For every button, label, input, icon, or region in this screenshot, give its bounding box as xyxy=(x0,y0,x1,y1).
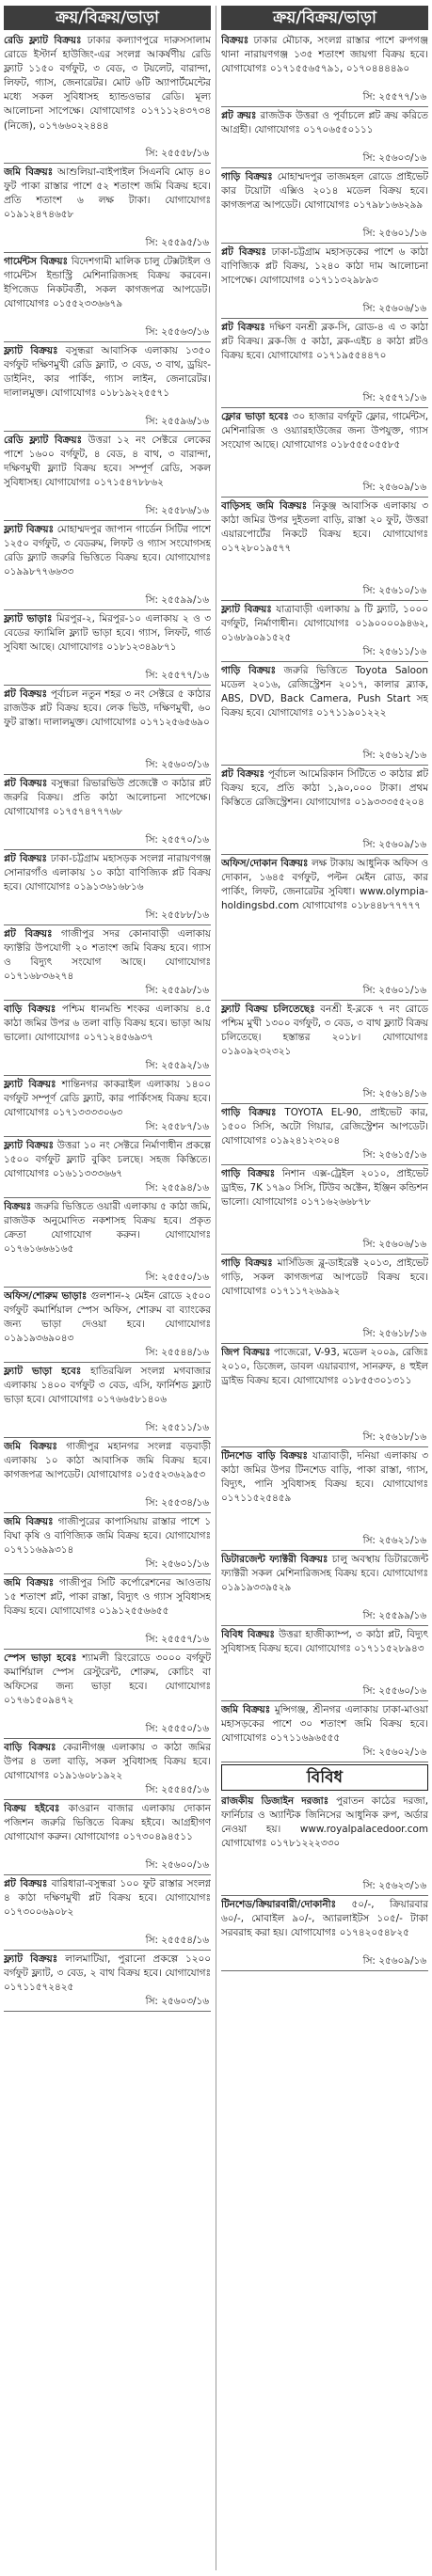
classified-ad xyxy=(4,434,211,519)
ad-heading: রেডি ফ্ল্যাট বিক্রয়ঃ xyxy=(4,35,82,46)
classified-ad xyxy=(4,1515,211,1572)
classified-ad xyxy=(221,109,428,166)
ad-separator xyxy=(4,1649,211,1650)
ad-heading: প্লট বিক্রয়ঃ xyxy=(4,928,53,940)
classified-ad xyxy=(221,1794,428,1894)
classified-ad xyxy=(221,1703,428,1761)
ad-separator xyxy=(4,1136,211,1137)
ad-text: ঢাকার মৌচাক, সংলগ্ন রাস্তার পাশে রুপগঞ্জ থানা নারায়ণগঞ্জ ১৩৫ শতাংশ জায়গা বিক্রয় হবে। যোগাযোগঃ ০১৭১৫৫৬৫৭৯১, ০১৭০৪৪৪৪৯০ xyxy=(221,35,428,75)
ad-reference-code: সি: ২৫৬১১/১৬ xyxy=(360,645,426,659)
ad-reference-code: সি: ২৫৬০৯/১৬ xyxy=(360,481,426,495)
ad-text: গুলশান-২ মেইন রোডে ২৫০০ বর্গফুট কমার্শিয়াল স্পেস অফিস, শোরুম বা ব্যাংকের জন্য ভাড়া দেওয়া হবে। যোগাযোগঃ ০১৯১৯৩৬৯০৪৩ xyxy=(4,1290,211,1345)
ad-reference-code: সি: ২৫৫৯৬/১৬ xyxy=(142,415,209,429)
ad-reference-code: সি: ২৫৬০১/১৬ xyxy=(360,227,426,241)
ad-heading: ডিটারজেন্ট ফ্যাক্টরী বিক্রয়ঃ xyxy=(221,1554,328,1565)
ad-text: ঢাকা-চট্টগ্রাম মহাসড়কের পাশে ৬ কাঠা বাণিজ্যিক প্লট বিক্রয়, ১২৪০ কাঠা দাম আলোচনা সাপেক্ষে। যোগাযোগঃ ০১৭১১৩২৯৮৯৩ xyxy=(221,246,428,287)
classified-ad xyxy=(221,857,428,999)
classified-ad xyxy=(4,1952,211,2010)
ad-heading: প্লট বিক্রয়ঃ xyxy=(4,853,47,864)
right-column xyxy=(221,6,428,2570)
ad-reference-code: সি: ২৫৬০৩/১৬ xyxy=(142,758,209,772)
ad-heading: গাড়ি বিক্রয়ঃ xyxy=(221,1257,273,1269)
ad-separator xyxy=(4,1738,211,1739)
ad-text: মোহাম্মদপুর তাজমহল রোডে প্রাইভেট কার টয়োটা এক্সিও ২০১৪ মডেল বিক্রয় হবে। কাগজপত্র আপডেট। যোগাযোগঃ ০১৭৯৮১৬৬২৯৯ xyxy=(221,171,428,212)
ad-heading: জমি বিক্রয়ঃ xyxy=(4,1516,54,1527)
ad-text: বসুন্ধরা আবাসিক এলাকায় ১৩৫০ বর্গফুট দক্ষিণমুখী রেডি ফ্ল্যাট, ৩ বেড, ৩ বাথ, ড্রয়িং-ডাইনিং, কার পার্কিং, গ্যাস লাইন, জেনারেটর। দালালমুক্ত। যোগাযোগঃ ০১৮১৯২২৫৫৭১ xyxy=(4,345,211,400)
ad-reference-code: সি: ২৫৫৫০/১৬ xyxy=(142,1722,209,1736)
ad-heading: গাড়ি বিক্রয়ঃ xyxy=(221,171,273,182)
ad-heading: প্লট বিক্রয়ঃ xyxy=(4,778,48,789)
ad-separator xyxy=(4,685,211,686)
ad-text: উত্তরা হাজীক্যাম্প, ৩ কাঠা প্লট, বিদ্যুৎ সুবিধাসহ বিক্রয় হবে। যোগাযোগঃ ০১৭১১৫২৮৯৪৩ xyxy=(221,1629,428,1655)
ad-text: বিদেশগামী মালিক চালু টেক্সটাইল ও গার্মেন্টস ইন্ডাস্ট্রি মেশিনারিজসহ বিক্রয় করবেন। ইপিজেড নিকটবর্তী, সকল কাগজপত্র আপডেট। যোগাযোগঃ ০১৫৫২৩৩৬৬৭৯ xyxy=(4,256,211,310)
ad-reference-code: সি: ২৫৬২১/১৬ xyxy=(360,1534,426,1548)
ad-separator xyxy=(4,1573,211,1574)
ad-text: শ্যামলী রিংরোডে ৩০০০ বর্গফুট কমার্শিয়াল স্পেস রেস্টুরেন্ট, শোরুম, কোচিং বা অফিসের জন্য ভাড়া হবে। যোগাযোগঃ ০১৭৬১৫০৯৪৭২ xyxy=(4,1652,211,1707)
classified-ad xyxy=(4,777,211,848)
classified-ad xyxy=(221,499,428,599)
ad-reference-code: সি: ২৫৫১১/১৬ xyxy=(142,1421,209,1435)
ad-heading: ফ্ল্যাট বিক্রয়ঃ xyxy=(4,524,54,535)
ad-text: পূর্বাচল আমেরিকান সিটিতে ৩ কাঠার প্লট বিক্রয় হবে, প্রতি কাঠা ১,৯০,০০০ টাকা। প্রথম কিস্তিতে রেজিস্ট্রেশন। যোগাযোগঃ ০১৯৩৩৩৫৫২০৪ xyxy=(221,768,428,809)
ad-reference-code: সি: ২৫৬০০/১৬ xyxy=(142,1858,209,1873)
classified-ad xyxy=(4,1003,211,1074)
ad-separator xyxy=(4,1000,211,1001)
ad-reference-code: সি: ২৫৫৩৪/১৬ xyxy=(142,1496,209,1510)
classified-ad xyxy=(221,1346,428,1446)
classified-ad xyxy=(221,1898,428,1969)
ad-reference-code: সি: ২৫৬১৮/১৬ xyxy=(360,1327,426,1341)
ad-heading: অফিস/শোরুম ভাড়াঃ xyxy=(4,1290,88,1302)
ad-separator xyxy=(221,765,428,766)
classified-ad xyxy=(4,1289,211,1361)
classified-ad xyxy=(221,1449,428,1549)
ad-separator xyxy=(221,1164,428,1165)
ad-reference-code: সি: ২৫৬০২/১৬ xyxy=(360,1746,426,1760)
left-ad-list xyxy=(4,34,211,2012)
ad-text: মার্সিডিজ ব্লু-ডাইরেক্ট ২০১৩, প্রাইভেট গাড়ি, সকল কাগজপত্র আপডেট বিক্রয় হবে। যোগাযোগঃ ০১৭১১৭২৬৯৯২ xyxy=(221,1257,428,1298)
ad-text: বসুন্ধরা রিভারভিউ প্রজেক্টে ৩ কাঠার প্লট জরুরি বিক্রয়। প্রতি কাঠা আলোচনা সাপেক্ষে। যোগাযোগঃ ০১৭৫৭৪৭৭৭৬৮ xyxy=(4,778,211,818)
classified-ad xyxy=(221,410,428,496)
ad-separator xyxy=(4,1512,211,1513)
ad-separator xyxy=(221,1625,428,1626)
ad-text: বারিধারা-বসুন্ধরা ১০০ ফুট রাস্তার সংলগ্ন ৪ কাঠা দক্ষিণমুখী প্লট বিক্রয় হবে। যোগাযোগঃ ০১৭৩০০৬৯০৮২ xyxy=(4,1878,211,1919)
ad-reference-code: সি: ২৫৫৬৩/১৬ xyxy=(142,325,209,340)
ad-reference-code: সি: ২৫৬১৮/১৬ xyxy=(360,1430,426,1445)
ad-separator xyxy=(4,1197,211,1198)
ad-text: ৩০ হাজার বর্গফুট ফ্লোর, গার্মেন্টস, মেশিনারিজ ও ওয়্যারহাউজের জন্য উপযুক্ত, গ্যাস সংযোগ আছে। যোগাযোগঃ ০১৮৫৫৫০৫৫৮৫ xyxy=(221,411,428,451)
ad-reference-code: সি: ২৫৫৬০/১৬ xyxy=(360,1684,426,1699)
ad-separator xyxy=(221,106,428,107)
ad-heading: বাড়ি বিক্রয়ঃ xyxy=(4,1742,56,1753)
ad-separator xyxy=(4,1075,211,1076)
ad-separator xyxy=(221,661,428,662)
ad-text: উত্তরা ১০ নং সেক্টরে নির্মাণাধীন প্রকল্পে ১৫০০ বর্গফুট ফ্ল্যাট বুকিং চলছে। সহজ কিস্তিতে। যোগাযোগঃ ০১৬১১৩৩৩৬৬৭ xyxy=(4,1140,211,1180)
ad-heading: টিনশেড/ক্রিয়ারবারী/দোকানীঃ xyxy=(221,1899,337,1910)
ad-text: কাওরান বাজার এলাকায় দোকান পজিশন জরুরি ভিত্তিতে বিক্রয় হইবে। আগ্রহীগণ যোগাযোগ করুন। যোগাযোগঃ ০১৭৩০৪৯৪৫১১ xyxy=(4,1803,211,1843)
ad-heading: প্লট বিক্রয়ঃ xyxy=(221,246,266,258)
ad-reference-code: সি: ২৫৫৪৪/১৬ xyxy=(142,1346,209,1360)
ad-heading: জমি বিক্রয়ঃ xyxy=(221,1704,271,1715)
classified-ad xyxy=(4,344,211,430)
ad-reference-code: সি: ২৫৫৫৪/১৬ xyxy=(142,1934,209,1948)
ad-heading: ফ্ল্যাট বিক্রয় চলিতেছেঃ xyxy=(221,1004,315,1015)
ad-text: যাত্রাবাড়ী এলাকায় ৯ টি ফ্ল্যাট, ১০০০ বর্গফুট, নির্মাণাধীন। যোগাযোগঃ ০১৯০০০০৯৪৬২, ০১৬৮৯০৯১৫২৫ xyxy=(221,604,428,644)
classified-ad xyxy=(221,767,428,853)
ad-heading: টিনশেড বাড়ি বিক্রয়ঃ xyxy=(221,1450,308,1462)
ad-separator xyxy=(4,1287,211,1288)
classified-ad xyxy=(4,852,211,924)
ad-text: পুরাতন কাঠের দরজা, ফার্নিচার ও অ্যান্টিক জিনিসের আধুনিক রুপ, অর্ডার নেওয়া হয়। www.royalpalacedoor.com যোগাযোগঃ ০১৭৮১২২২৩৩০ xyxy=(221,1795,428,1850)
ad-separator xyxy=(221,497,428,498)
classified-ad xyxy=(4,612,211,684)
ad-heading: জমি বিক্রয়ঃ xyxy=(4,1441,57,1452)
classified-ad xyxy=(4,687,211,773)
classified-ad xyxy=(221,1256,428,1342)
ad-reference-code: সি: ২৫৫৯৪/১৬ xyxy=(142,1181,209,1195)
ad-reference-code: সি: ২৫৬০৯/১৬ xyxy=(360,1954,426,1968)
ad-text: দক্ষিণ বনশ্রী ব্লক-সি, রোড-৪ এ ৩ কাঠা প্লট বিক্রয়। ব্লক-জি ৫ কাঠা, ব্লক-এইচ ৪ কাঠা প্লটও বিক্রয় হবে। যোগাযোগঃ ০১৭১৯৫৫৪৪৭০ xyxy=(221,322,428,362)
ad-heading: স্পেস ভাড়া হবেঃ xyxy=(4,1652,77,1664)
ad-text: গাজীপুর সিটি কর্পোরেশনের আওতায় ১৫ শতাংশ প্লট, পাকা রাস্তা, বিদ্যুৎ ও গ্যাস সুবিধাসহ বিক্রয় হবে। যোগাযোগঃ ০১৯১২৫৫৬৬৫৫ xyxy=(4,1577,211,1618)
ad-reference-code: সি: ২৫৫৯৫/১৬ xyxy=(142,236,209,250)
ad-separator xyxy=(221,318,428,319)
ad-separator xyxy=(221,243,428,244)
ad-separator xyxy=(4,1799,211,1800)
ad-heading: অফিস/দোকান বিক্রয়ঃ xyxy=(221,858,309,869)
ad-separator xyxy=(221,854,428,855)
ad-text: নিশান এক্স-ট্রেইল ২০১০, প্রাইভেট ড্রাইভ, 7K ১৭৯০ সিসি, টিউব অক্টেন, ইঞ্জিন কন্ডিশন ভালো। যোগাযোগঃ ০১৭১৬২৬৬৮৭৮ xyxy=(221,1168,428,1209)
ad-heading: প্লট বিক্রয়ঃ xyxy=(4,688,48,700)
ad-separator xyxy=(221,1000,428,1001)
classified-ad xyxy=(4,166,211,251)
ad-separator xyxy=(4,2011,211,2012)
ad-separator xyxy=(221,1343,428,1344)
ad-reference-code: সি: ২৫৫৫৮/১৬ xyxy=(142,147,209,161)
ad-text: ৫০/-, ক্রিয়ারবার ৬০/-, মোবাইল ৯০/-, অ্যারলাইটস ১০৫/- টাকা সরবরাহ করা হয়। যোগাযোগঃ ০১৭৪২০৫৪৮২৫ xyxy=(221,1899,428,1939)
ad-heading: বিবিধ বিক্রয়ঃ xyxy=(221,1629,275,1640)
ad-heading: ফ্ল্যাট বিক্রয়ঃ xyxy=(4,1140,55,1151)
ad-text: চালু অবস্থায় ডিটারজেন্ট ফ্যাক্টরী সকল মেশিনারিজসহ বিক্রয় হবে। যোগাযোগঃ ০১৯১৯৩৩৯৫২৯ xyxy=(221,1554,428,1594)
ad-text: মুন্সিগঞ্জ, শ্রীনগর এলাকায় ঢাকা-মাওয়া মহাসড়কের পাশে ৩০ শতাংশ জমি বিক্রয় হবে। যোগাযোগঃ ০১৭১১৬৯৬৫৫৫ xyxy=(221,1704,428,1745)
ad-heading: ফ্ল্যাট বিক্রয়ঃ xyxy=(4,1079,56,1090)
ad-separator xyxy=(4,163,211,164)
classified-ad xyxy=(4,927,211,999)
ad-reference-code: সি: ২৫৬০৬/১৬ xyxy=(360,302,426,316)
ad-separator xyxy=(221,407,428,408)
ad-reference-code: সি: ২৫৫৪৫/১৬ xyxy=(142,1783,209,1797)
ad-separator xyxy=(4,1874,211,1875)
ad-heading: গাড়ি বিক্রয়ঃ xyxy=(221,1107,277,1118)
ad-heading: ফ্লোর ভাড়া হবেঃ xyxy=(221,411,289,422)
ad-heading: গাড়ি বিক্রয়ঃ xyxy=(221,1168,276,1179)
ad-heading: প্লট বিক্রয়ঃ xyxy=(221,768,265,780)
ad-reference-code: সি: ২৫৬০১/১৬ xyxy=(142,1557,209,1572)
ad-separator xyxy=(4,1362,211,1363)
ad-text: নিকুঞ্জ আবাসিক এলাকায় ৩ কাঠা জমির উপর দুইতলা বাড়ি, রাস্তা ২০ ফুট, উত্তরা এয়ারপোর্টের নিকটে বিক্রয় হবে। যোগাযোগঃ ০১৭২৮০১৯৫৭৭ xyxy=(221,500,428,555)
ad-text: পূর্বাচল নতুন শহর ৩ নং সেক্টরে ৫ কাঠার রাজউক প্লট বিক্রয় হবে। লেক ভিউ, দক্ষিণমুখী, ৬০ ফুট রাস্তা। দালালমুক্ত। যোগাযোগঃ ০১৭১২৫৬৫৬৯০ xyxy=(4,688,211,729)
ad-reference-code: সি: ২৫৬২৩/১৬ xyxy=(360,1879,426,1893)
ad-heading: গার্মেন্টস বিক্রয়ঃ xyxy=(4,256,68,267)
ad-reference-code: সি: ২৫৫৯৯/১৬ xyxy=(142,593,209,608)
ad-reference-code: সি: ২৫৬০৩/১৬ xyxy=(360,151,426,166)
ad-reference-code: সি: ২৫৫৮৭/১৬ xyxy=(142,1120,209,1134)
classified-ad xyxy=(4,1440,211,1511)
ad-text: মোহাম্মদপুর জাপান গার্ডেন সিটির পাশে ১২৫০ বর্গফুট, ৩ বেডরুম, লিফট ও গ্যাস সংযোগসহ রেডি ফ্ল্যাট জরুরি ভিত্তিতে বিক্রয় হবে। যোগাযোগঃ ০১৯৯৮৭৭৬৬৩৩ xyxy=(4,524,211,578)
ad-separator xyxy=(4,1950,211,1951)
classified-ad xyxy=(4,1651,211,1737)
ad-heading: প্লট বিক্রয়ঃ xyxy=(4,1878,48,1889)
ad-reference-code: সি: ২৫৬১০/১৬ xyxy=(360,584,426,598)
ad-text: হাতিরঝিল সংলগ্ন মগবাজার এলাকায় ১৪০০ বর্গফুট ৩ বেড, এসি, ফার্নিশড ফ্ল্যাট ভাড়া হবে। যোগাযোগঃ ০১৭৬৬৫৮১৪০৬ xyxy=(4,1366,211,1406)
ad-reference-code: সি: ২৫৬১৪/১৬ xyxy=(360,1087,426,1101)
ad-separator xyxy=(221,1700,428,1701)
section-header-miscellaneous: বিবিধ xyxy=(221,1764,428,1791)
ad-heading: বাড়িসহ জমি বিক্রয়ঃ xyxy=(221,500,308,512)
classified-ad xyxy=(4,1078,211,1135)
classified-ad xyxy=(221,664,428,764)
classified-ad xyxy=(221,170,428,242)
ad-reference-code: সি: ২৫৫৮৬/১৬ xyxy=(142,504,209,518)
ad-reference-code: সি: ২৫৫৫০/১৬ xyxy=(142,1271,209,1285)
classified-ad xyxy=(221,1553,428,1624)
ad-separator xyxy=(221,1970,428,1971)
ad-reference-code: সি: ২৫৬০৩/১৬ xyxy=(142,1995,209,2009)
ad-separator xyxy=(221,600,428,601)
ad-separator xyxy=(4,341,211,342)
ad-text: গাজীপুর মহানগর সংলগ্ন বড়বাড়ী এলাকায় ১০ কাঠা আবাসিক জমি বিক্রয় হবে। কাগজপত্র আপডেট। যোগাযোগঃ ০১৫৫২৩৬২৯৫৩ xyxy=(4,1441,211,1481)
ad-text: ঢাকার কল্যাণপুরে দারুসসালাম রোডে ইস্টার্ন হাউজিং-এর সংলগ্ন আকর্ষণীয় রেডি ফ্ল্যাট ১১৫০ বর্গফুট, ৩ বেড, ৩ টয়লেট, বারান্দা, লিফট, গ্যাস, জেনারেটর। মোট ৬টি অ্যাপার্টমেন্টের মধ্যে সকল সুবিধাসহ হ্যান্ডওভার রেডি। মূল্য আলোচনা সাপেক্ষে। যোগাযোগঃ ০১৭১১২৪৩৭৩৪ (নিজে), ০১৭৬৬০২২৪৪৪ xyxy=(4,35,211,132)
ad-separator xyxy=(4,849,211,850)
ad-heading: জমি বিক্রয়ঃ xyxy=(4,1577,55,1588)
classified-ad xyxy=(221,603,428,660)
ad-heading: বিক্রয়ঃ xyxy=(4,1201,32,1212)
ad-separator xyxy=(221,1550,428,1551)
ad-text: বনশ্রী ই-ব্লকে ৭ নং রোডে পশ্চিম মুখী ১৩০০ বর্গফুট, ৩ বেড, ৩ বাথ ফ্ল্যাট বিক্রয় চলিতেছে। হস্তান্তর ২০১৮। যোগাযোগঃ ০১৯০৯২৩২৩২১ xyxy=(221,1004,428,1058)
right-ad-list xyxy=(221,34,428,1762)
classified-ad xyxy=(4,523,211,608)
ad-text: জরুরি ভিত্তিতে Toyota Saloon মডেল ২০১৬, রেজিস্ট্রেশন ২০১৭, কালার ব্ল্যাক, ABS, DVD, Back Camera, Push Start সহ বিক্রয় হবে। যোগাযোগঃ ০১৭১১৯০১২২২ xyxy=(221,665,428,719)
classified-ad xyxy=(4,1576,211,1648)
classified-ad xyxy=(4,1365,211,1436)
ad-text: কেরানীগঞ্জ এলাকায় ৩ কাঠা জমির উপর ৪ তলা বাড়ি, সকল সুবিধাসহ বিক্রয় হবে। যোগাযোগঃ ০১৯১৬০৮১৯২২ xyxy=(4,1742,211,1782)
ad-reference-code: সি: ২৫৫৭০/১৬ xyxy=(142,833,209,847)
ad-text: TOYOTA EL-90, প্রাইভেট কার, ১৫০০ সিসি, অটো গিয়ার, রেজিস্ট্রেশন আপডেট। যোগাযোগঃ ০১৯২৪১২৩২০৪ xyxy=(221,1107,428,1147)
ad-text: পাজেরো, V-93, মডেল ২০০৯, রেজিঃ ২০১০, ডিজেল, ডাবল এয়ারব্যাগ, সানরুফ, ৪ হুইল ড্রাইভ বিক্রয় হবে। যোগাযোগঃ ০১৮৫৫৩০১৩১১ xyxy=(221,1347,428,1387)
classified-ad xyxy=(4,34,211,162)
classified-ad xyxy=(221,321,428,406)
ad-reference-code: সি: ২৫৫৭৭/১৬ xyxy=(360,90,426,104)
classified-ad xyxy=(221,34,428,105)
ad-heading: জিপ বিক্রয়ঃ xyxy=(221,1347,271,1358)
ad-separator xyxy=(221,1895,428,1896)
section-header-buy-sell-rent: ক্রয়/বিক্রয়/ভাড়া xyxy=(221,6,428,30)
ad-reference-code: সি: ২৫৫৭৭/১৬ xyxy=(142,669,209,683)
ad-heading: ফ্ল্যাট ভাড়াঃ xyxy=(4,613,53,624)
ad-text: শান্তিনগর কাকরাইল এলাকায় ১৪০০ বর্গফুট সম্পূর্ণ রেডি ফ্ল্যাট, কার পার্কিংসহ বিক্রয় হবে। যোগাযোগঃ ০১৭১৩৩৩৩০৬৩ xyxy=(4,1079,211,1119)
ad-heading: প্লট ক্রয়ঃ xyxy=(221,110,257,121)
ad-text: ঢাকা-চট্টগ্রাম মহাসড়ক সংলগ্ন নারায়ণগঞ্জ সোনারগাঁও এলাকায় ১০ কাঠা বাণিজ্যিক প্লট বিক্রয় হবে। যোগাযোগঃ ০১৯১৩৬১৬৮১৬ xyxy=(4,853,211,893)
ad-text: আশুলিয়া-বাইপাইল সিএনবি মোড় ৪০ ফুট পাকা রাস্তার পাশে ৫২ শতাংশ জমি বিক্রয় হবে। প্রতি শতাংশ ৬ লক্ষ টাকা। যোগাযোগঃ ০১৯১২৪৭৪৬৫৮ xyxy=(4,166,211,221)
classified-ad xyxy=(221,1106,428,1163)
ad-reference-code: সি: ২৫৬০৯/১৬ xyxy=(360,838,426,852)
ad-separator xyxy=(221,167,428,168)
ad-reference-code: সি: ২৫৫৯৮/১৬ xyxy=(142,984,209,998)
ad-text: গাজীপুর সদর কোনাবাড়ী এলাকায় ফ্যাক্টরি উপযোগী ২০ শতাংশ জমি বিক্রয় হবে। গ্যাস ও বিদ্যুৎ সংযোগ আছে। যোগাযোগঃ ০১৭১৬৮৩৬২৭৪ xyxy=(4,928,211,983)
classified-ad xyxy=(4,1741,211,1798)
ad-reference-code: সি: ২৫৫৫৭/১৬ xyxy=(142,1633,209,1647)
ad-reference-code: সি: ২৫৫৯৯/১৬ xyxy=(360,1609,426,1623)
ad-text: উত্তরা ১২ নং সেক্টরে লেকের পাশে ১৬০০ বর্গফুট, ৪ বেড, ৪ বাথ, ৩ বারান্দা, দক্ষিণমুখী ফ্ল্যাট বিক্রয় হবে। সম্পূর্ণ রেডি, সকল সুবিধাসহ। যোগাযোগঃ ০১৭১৫৪৭৮৮৬২ xyxy=(4,435,211,489)
classified-ad xyxy=(4,1877,211,1949)
ad-reference-code: সি: ২৫৬০১/১৬ xyxy=(360,984,426,998)
ad-separator xyxy=(221,1103,428,1104)
section-header-buy-sell-rent: ক্রয়/বিক্রয়/ভাড়া xyxy=(4,6,211,30)
classified-ad xyxy=(4,1200,211,1286)
ad-heading: রেডি ফ্ল্যাট বিক্রয়ঃ xyxy=(4,435,83,446)
ad-reference-code: সি: ২৫৬১৫/১৬ xyxy=(360,1148,426,1162)
ad-heading: ফ্ল্যাট বিক্রয়ঃ xyxy=(4,345,58,356)
classified-ad xyxy=(221,1167,428,1253)
ad-reference-code: সি: ২৫৫৭১/১৬ xyxy=(360,391,426,405)
ad-text: পশ্চিম ধানমন্ডি শংকর এলাকায় ৪.৫ কাঠা জমির উপর ৬ তলা বাড়ি বিক্রয় হবে। ভাড়া আয় ভালো। যোগাযোগঃ ০১৭১২৪৫৬৯৩৭ xyxy=(4,1004,211,1044)
classified-ad xyxy=(221,1628,428,1699)
ad-separator xyxy=(4,609,211,610)
ad-separator xyxy=(4,431,211,432)
ad-heading: প্লট বিক্রয়ঃ xyxy=(221,322,265,333)
ad-text: জরুরি ভিত্তিতে ওয়ারী এলাকায় ৫ কাঠা জমি, রাজউক অনুমোদিত নকশাসহ বিক্রয় হবে। প্রকৃত ক্রেতা যোগাযোগ করুন। যোগাযোগঃ ০১৭৬১৬৬৬১৬৫ xyxy=(4,1201,211,1256)
ad-heading: বিক্রয়ঃ xyxy=(221,35,249,46)
ad-text: রাজউক উত্তরা ও পূর্বাচলে প্লট ক্রয় করিতে আগ্রহী। যোগাযোগঃ ০১৭০৬৫৫০১১১ xyxy=(221,110,428,136)
ad-reference-code: সি: ২৫৫৯২/১৬ xyxy=(142,1059,209,1073)
classified-ad xyxy=(4,255,211,340)
ad-reference-code: সি: ২৫৬১২/১৬ xyxy=(360,749,426,763)
classified-ad xyxy=(4,1802,211,1873)
ad-heading: রাজকীয় ডিজাইন দরজাঃ xyxy=(221,1795,329,1807)
ad-separator xyxy=(221,1254,428,1255)
misc-ad-list xyxy=(221,1794,428,1971)
ad-reference-code: সি: ২৫৬০৬/১৬ xyxy=(360,1238,426,1252)
ad-separator xyxy=(4,520,211,521)
ad-separator xyxy=(4,1437,211,1438)
ad-heading: ফ্ল্যাট বিক্রয়ঃ xyxy=(4,1953,58,1965)
ad-text: লালমাটিয়া, পুরানো প্রকল্পে ১২০০ বর্গফুট ফ্ল্যাট, ৩ বেড, ২ বাথ বিক্রয় হবে। যোগাযোগঃ ০১৭১১৫৭২৪২৫ xyxy=(4,1953,211,1994)
ad-text: লক্ষ টাকায় আধুনিক অফিস ও দোকান, ১৬৪৫ বর্গফুট, পল্টন মেইন রোড, কার পার্কিং, লিফট, জেনারেটর সুবিধা। www.olympia-holdingsbd.com যোগাযোগঃ ০১৮৪৪৮৭৭৭৭৭ xyxy=(221,858,428,912)
ad-heading: বিক্রয় হইবেঃ xyxy=(4,1803,60,1814)
ad-heading: গাড়ি বিক্রয়ঃ xyxy=(221,665,277,676)
left-column xyxy=(4,6,211,2570)
ad-heading: জমি বিক্রয়ঃ xyxy=(4,166,54,178)
ad-separator xyxy=(221,1446,428,1447)
classified-ad xyxy=(221,245,428,317)
classified-ad xyxy=(4,1139,211,1196)
ad-heading: ফ্ল্যাট বিক্রয়ঃ xyxy=(221,604,272,615)
classified-ad xyxy=(221,1003,428,1102)
ad-text: গাজীপুরের কাপাসিয়ায় রাস্তার পাশে ১ বিঘা কৃষি ও বাণিজ্যিক জমি বিক্রয় হবে। যোগাযোগঃ ০১৭১১৬৯৯৩১৪ xyxy=(4,1516,211,1557)
ad-text: মিরপুর-২, মিরপুর-১০ এলাকায় ২ ও ৩ বেডের ফ্যামিলি ফ্ল্যাট ভাড়া হবে। গ্যাস, লিফট, গার্ড সুবিধা আছে। যোগাযোগঃ ০১৮১২৩৪৯৮৭১ xyxy=(4,613,211,654)
ad-text: যাত্রাবাড়ী, দনিয়া এলাকায় ৩ কাঠা জমির উপর টিনশেড বাড়ি, পাকা রাস্তা, গ্যাস, বিদ্যুৎ, পানি সুবিধাসহ বিক্রয় হবে। যোগাযোগঃ ০১৭১১৫২৫৪৫৯ xyxy=(221,1450,428,1505)
ad-heading: ফ্ল্যাট ভাড়া হবেঃ xyxy=(4,1366,82,1377)
ad-separator xyxy=(4,774,211,775)
ad-heading: বাড়ি বিক্রয়ঃ xyxy=(4,1004,56,1015)
ad-separator xyxy=(4,252,211,253)
ad-reference-code: সি: ২৫৫৮৮/১৬ xyxy=(142,909,209,923)
